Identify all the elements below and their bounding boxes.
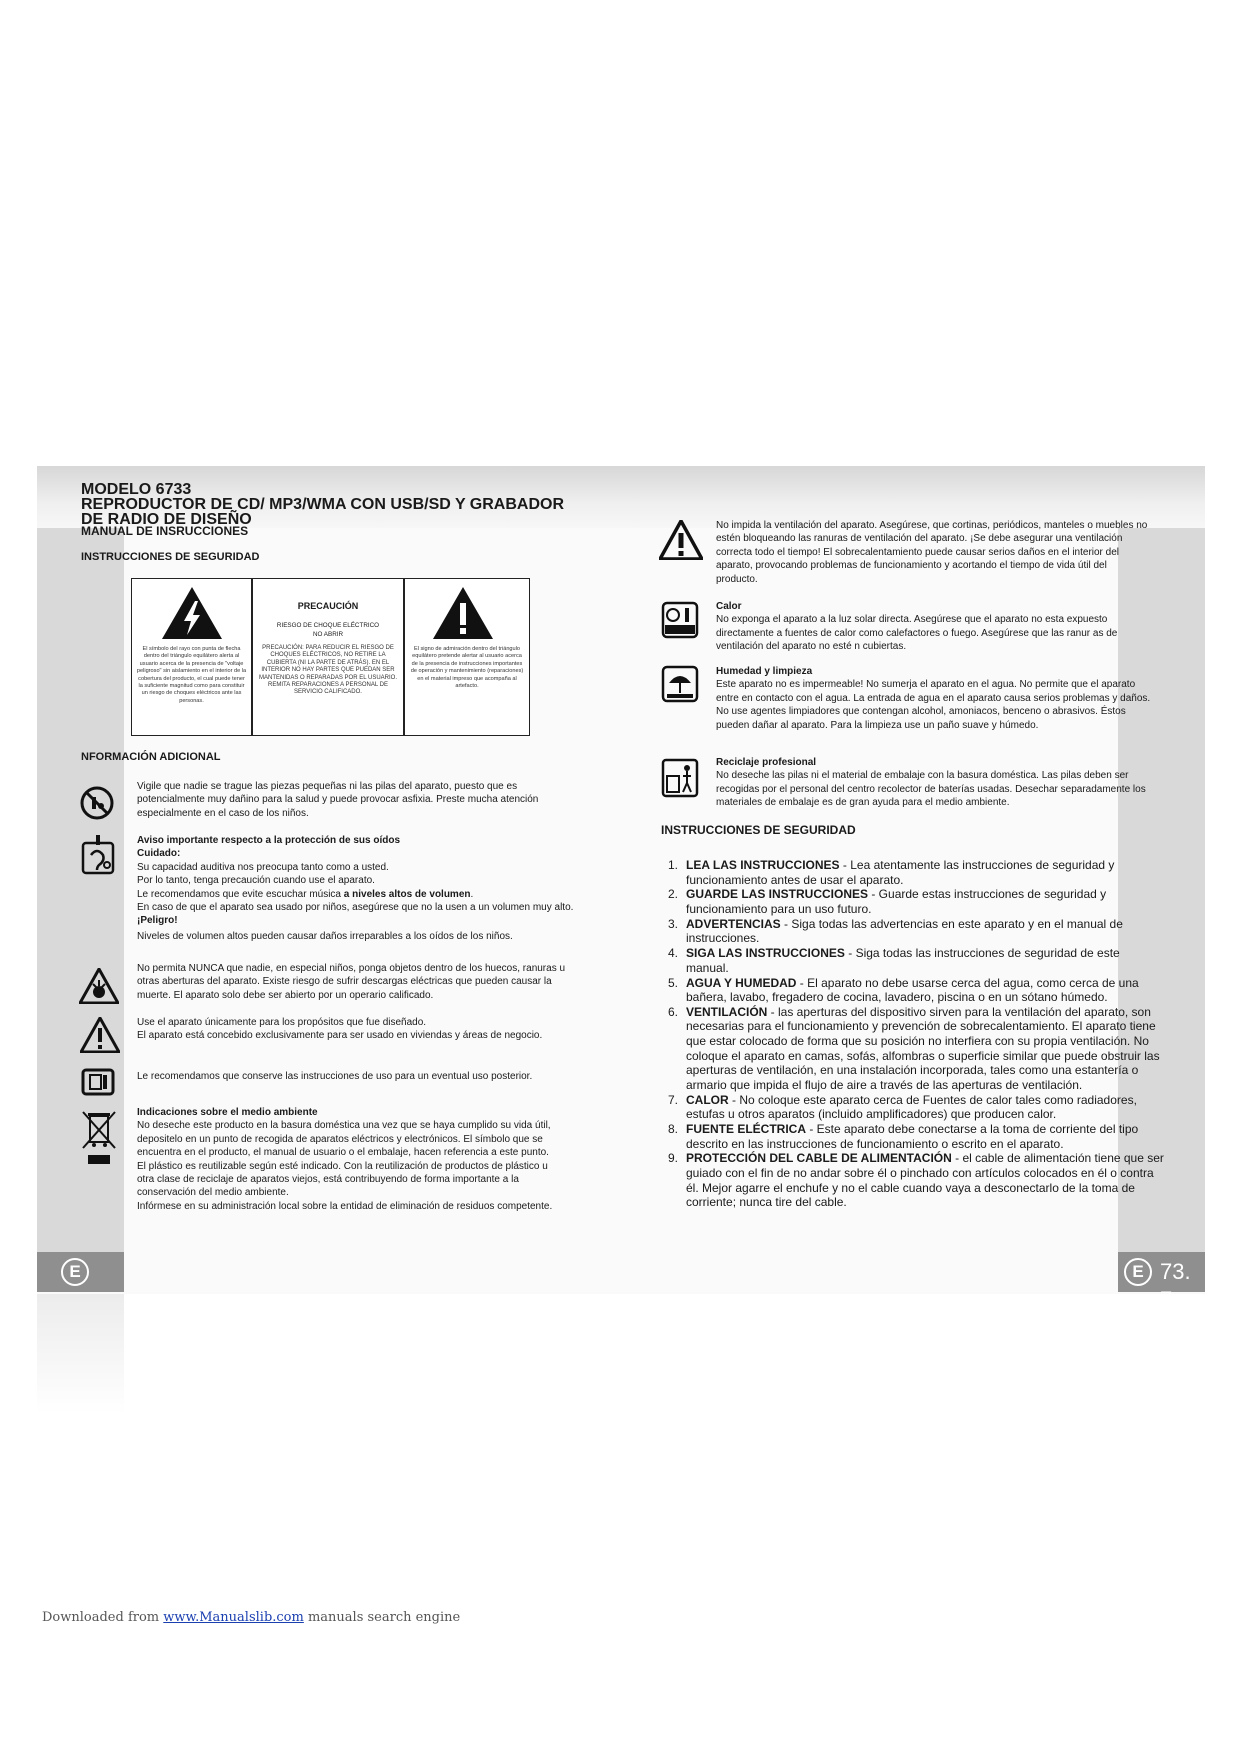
page-number: 73. 7 <box>1160 1259 1191 1312</box>
safety-item-title: PROTECCIÓN DEL CABLE DE ALIMENTACIÓN <box>686 1151 952 1166</box>
safety-item-number: 9. <box>668 1151 679 1166</box>
footer-prefix: Downloaded from <box>42 1610 164 1625</box>
safety-item <box>668 976 1164 1005</box>
safety-item-text: - el cable de alimentación tiene que ser guiado con el fin de no andar sobre él o pinchado con artículos colocados en él o contra él. Mejor agarre el enchufe y no el cable cuando vaya a desconectarlo de la toma de corriente; nunca tire del cable. <box>686 1151 1164 1210</box>
left-side-strip <box>37 528 124 1288</box>
caution-sub-1: RIESGO DE CHOQUE ELÉCTRICO <box>276 622 380 629</box>
safety-item-number: 7. <box>668 1092 679 1107</box>
safety-item-number: 6. <box>668 1004 679 1019</box>
hearing-caution-label: Cuidado: <box>137 848 181 860</box>
weee-bin-icon <box>79 1108 119 1168</box>
safety-item-title: SIGA LAS INSTRUCCIONES <box>686 946 845 961</box>
heat-title: Calor <box>716 601 742 612</box>
usage-line-2: El aparato está concebido exclusivamente para ser usado en viviendas y áreas de negocio. <box>137 1030 543 1042</box>
ventilation-warning-icon <box>659 520 703 560</box>
keep-instructions-note: Le recomendamos que conserve las instrucciones de uso para un eventual uso posterior. <box>137 1071 533 1082</box>
hearing-line-3a: Le recomendamos que evite escuchar música <box>137 888 344 900</box>
caution-box <box>131 578 530 736</box>
usage-line-1: Use el aparato únicamente para los propósitos que fue diseñado. <box>137 1017 427 1028</box>
fade-strip <box>37 1294 124 1414</box>
caution-subtitle <box>253 621 403 639</box>
manualslib-link[interactable]: www.Manualslib.com <box>163 1610 304 1625</box>
safety-item <box>668 887 1164 916</box>
hearing-danger-label: ¡Peligro! <box>137 915 178 927</box>
safety-item <box>668 1122 1164 1151</box>
recycling-note <box>716 756 1156 810</box>
recycle-icon <box>661 758 699 798</box>
safety-item-text: - No coloque este aparato cerca de Fuentes de calor tales como radiadores, estufas u otros aparatos (incluido amplificadores) que producen calor. <box>686 1092 1137 1122</box>
heat-max-temperature-icon <box>661 601 699 639</box>
recycling-title: Reciclaje profesional <box>716 757 817 768</box>
safety-item-number: 2. <box>668 887 679 902</box>
environment-note <box>137 1106 557 1213</box>
hearing-line-4: En caso de que el aparato sea usado por niños, asegúrese que no la usen a un volumen muy alto. <box>137 902 574 914</box>
safety-item-text: - Este aparato debe conectarse a la toma de corriente del tipo descrito en las instrucciones de funcionamiento o escrito en el aparato. <box>686 1122 1139 1151</box>
safety-item-text: - Lea atentamente las instrucciones de seguridad y funcionamiento antes de usar el aparato. <box>686 858 1115 887</box>
small-parts-warning: Vigile que nadie se trague las piezas pequeñas ni las pilas del aparato, puesto que es potencialmente muy dañino para la salud y puede provocar asfixia. Preste mucha atención especialmente en el caso de los niños. <box>137 781 539 819</box>
safety-item-text: - Siga todas las advertencias en este aparato y en el manual de instrucciones. <box>686 916 1123 946</box>
objects-warning: No permita NUNCA que nadie, en especial niños, ponga objetos dentro de los huecos, ranuras u otras aberturas del aparato. Existe riesgo de sufrir descargas eléctricas que pueden causar la muerte. El aparato solo debe ser abierto por un operario calificado. <box>137 963 566 1001</box>
left-page-tab <box>37 1252 124 1292</box>
download-footer <box>42 1610 460 1625</box>
safety-item-text: - Siga todas las instrucciones de seguridad de este manual. <box>686 946 1120 975</box>
exclamation-triangle-icon <box>80 1017 120 1053</box>
safety-item-title: GUARDE LAS INSTRUCCIONES <box>686 887 869 902</box>
safety-item-title: ADVERTENCIAS <box>686 916 781 931</box>
hearing-line-1: Su capacidad auditiva nos preocupa tanto como a usted. <box>137 861 389 873</box>
usage-note <box>137 1016 567 1043</box>
right-page-tab <box>1118 1252 1205 1312</box>
safety-item-title: AGUA Y HUMEDAD <box>686 975 797 990</box>
caution-right-text: El signo de admiración dentro del triángulo equilátero pretende alertar al usuario acerca de la presencia de instrucciones importantes de operación y mantenimiento (reparaciones) en el material impreso que acompaña al artefacto. <box>410 646 524 690</box>
safety-item-number: 1. <box>668 858 679 872</box>
exclamation-warning-icon <box>431 585 495 641</box>
safety-item <box>668 1151 1164 1209</box>
model-title: MODELO 6733 <box>81 481 192 498</box>
document-header <box>81 482 564 527</box>
environment-text-3: Infórmese en su administración local sobre la entidad de eliminación de residuos competente. <box>137 1200 553 1212</box>
additional-info-heading: NFORMACIÓN ADICIONAL <box>81 751 221 763</box>
safety-item <box>668 858 1164 887</box>
safety-heading-right: INSTRUCCIONES DE SEGURIDAD <box>661 823 856 837</box>
safety-item-number: 4. <box>668 946 679 961</box>
caution-left-text: El símbolo del rayo con punta de flecha dentro del triángulo equilátero alerta al usuario acerca de la presencia de "voltaje peligroso" sin aislamiento en el interior de la cobertura del producto, el cual puede tener la suficiente magnitud como para constituir un riesgo de choques eléctricos ante las personas. <box>136 646 247 704</box>
recycling-text: No deseche las pilas ni el material de embalaje con la basura doméstica. Las pilas deben ser recogidas por el personal del centro recolector de baterías usadas. Desechar separadamente los materiales de embalaje es de gran ayuda para el medio ambiente. <box>716 770 1146 809</box>
heat-note <box>716 600 1156 654</box>
safety-item <box>668 917 1164 946</box>
safety-item <box>668 946 1164 975</box>
safety-item-text: - Guarde estas instrucciones de seguridad y funcionamiento para un uso futuro. <box>686 887 1107 916</box>
hearing-warning <box>137 834 577 943</box>
hearing-line-3 <box>137 888 577 901</box>
safety-item-title: CALOR <box>686 1092 729 1107</box>
safety-heading-left: INSTRUCCIONES DE SEGURIDAD <box>81 551 260 563</box>
hearing-line-3b: a niveles altos de volumen <box>343 888 471 900</box>
electric-hazard-icon <box>79 968 119 1004</box>
caution-title: PRECAUCIÓN <box>297 601 359 611</box>
humidity-title: Humedad y limpieza <box>716 666 813 677</box>
humidity-note <box>716 665 1156 732</box>
safety-instructions-list <box>668 858 1164 1210</box>
safety-item-title: VENTILACIÓN <box>686 1004 768 1019</box>
safety-item-number: 5. <box>668 975 679 990</box>
footer-suffix: manuals search engine <box>303 1610 461 1625</box>
hearing-line-2: Por lo tanto, tenga precaución cuando use el aparato. <box>137 875 375 887</box>
environment-text-1: No deseche este producto en la basura doméstica una vez que se haya cumplido su vida útil, depositelo en un punto de recogida de aparatos eléctricos y electrónicos. El símbolo que se encuentra en el producto, el manual de usuario o el embalaje, hacen referencia a este punto. <box>137 1120 551 1159</box>
no-swallow-icon <box>80 786 114 820</box>
hearing-line-3c: . <box>470 888 474 900</box>
lightning-warning-icon <box>160 585 224 641</box>
hearing-warning-icon <box>81 835 115 875</box>
language-badge-left: E <box>61 1258 89 1286</box>
caution-right-panel <box>405 579 529 735</box>
safety-item <box>668 1005 1164 1093</box>
heat-text: No exponga el aparato a la luz solar directa. Asegúrese que el aparato no esta expuesto directamente a fuentes de calor como calefactores o fuego. Asegúrese que las ranur as de ventilación del aparato no esté n cubiertas. <box>716 614 1118 653</box>
safety-item-title: LEA LAS INSTRUCCIONES <box>686 858 840 872</box>
hearing-title: Aviso importante respecto a la protección de sus oídos <box>137 835 401 846</box>
caution-sub-2: NO ABRIR <box>312 631 344 638</box>
safety-item-text: - las aperturas del dispositivo sirven para la ventilación del aparato, son necesarias para el funcionamiento y prevención de sobrecalentamiento. El aparato tiene que estar colocado de forma que su posición no interfiera con su propia ventilación. No coloque el aparato en camas, sofás, alfombras o superficie similar que puede obstruir las aperturas de ventilación, en una instalación incorporada, tales como una estantería o armario que impida el flujo de aire a través de las aperturas de ventilación. <box>686 1004 1160 1092</box>
manual-book-icon <box>81 1068 115 1096</box>
product-title-2: DE RADIO DE DISEÑO <box>81 511 252 528</box>
environment-title: Indicaciones sobre el medio ambiente <box>137 1107 318 1118</box>
language-badge-right: E <box>1124 1258 1152 1286</box>
product-title: REPRODUCTOR DE CD/ MP3/WMA CON USB/SD Y GRABADOR <box>81 496 564 513</box>
caution-mid-text: PRECAUCIÓN: PARA REDUCIR EL RIESGO DE CHOQUES ELÉCTRICOS, NO RETIRE LA CUBIERTA (NI LA PARTE DE ATRÁS). EN EL INTERIOR NO HAY PARTES QUE PUEDAN SER MANTENIDAS O REPARADAS POR EL USUARIO. REMITA REPARACIONES A PERSONAL DE SERVICIO CALIFICADO. <box>258 645 398 696</box>
safety-item-text: - El aparato no debe usarse cerca del agua, como cerca de una bañera, lavabo, fregadero de cocina, lavadero, piscina o en un sótano húmedo. <box>686 975 1139 1005</box>
humidity-umbrella-icon <box>661 665 699 703</box>
safety-item-title: FUENTE ELÉCTRICA <box>686 1122 806 1136</box>
caution-left-panel <box>132 579 253 735</box>
manual-title: MANUAL DE INSRUCCIONES <box>81 524 249 538</box>
hearing-line-5: Niveles de volumen altos pueden causar daños irreparables a los oídos de los niños. <box>137 930 513 942</box>
environment-text-2: El plástico es reutilizable según esté indicado. Con la reutilización de productos de plástico u otra clase de reciclaje de aparatos viejos, está contribuyendo de forma importante a la conservación del medio ambiente. <box>137 1160 548 1199</box>
ventilation-note: No impida la ventilación del aparato. Asegúrese, que cortinas, periódicos, manteles o muebles no estén bloqueando las ranuras de ventilación del aparato. ¡Se debe asegurar una ventilación correcta todo el tiempo! El sobrecalentamiento puede causar serios daños en el interior del aparato, provocando problemas de funcionamiento y acortando el tiempo de vida útil del producto. <box>716 520 1148 585</box>
safety-item <box>668 1093 1164 1122</box>
humidity-text: Este aparato no es impermeable! No sumerja el aparato en el agua. No permite que el aparato entre en contacto con el agua. La entrada de agua en el aparato causa serios problemas y daños. No use agentes limpiadores que contengan alcohol, amoniacos, benceno o abrasivos. Éstos pueden dañar al aparato. Para la limpieza use un paño suave y húmedo. <box>716 679 1151 731</box>
caution-mid-panel <box>253 579 405 735</box>
safety-item-number: 8. <box>668 1122 679 1136</box>
safety-item-number: 3. <box>668 916 679 931</box>
